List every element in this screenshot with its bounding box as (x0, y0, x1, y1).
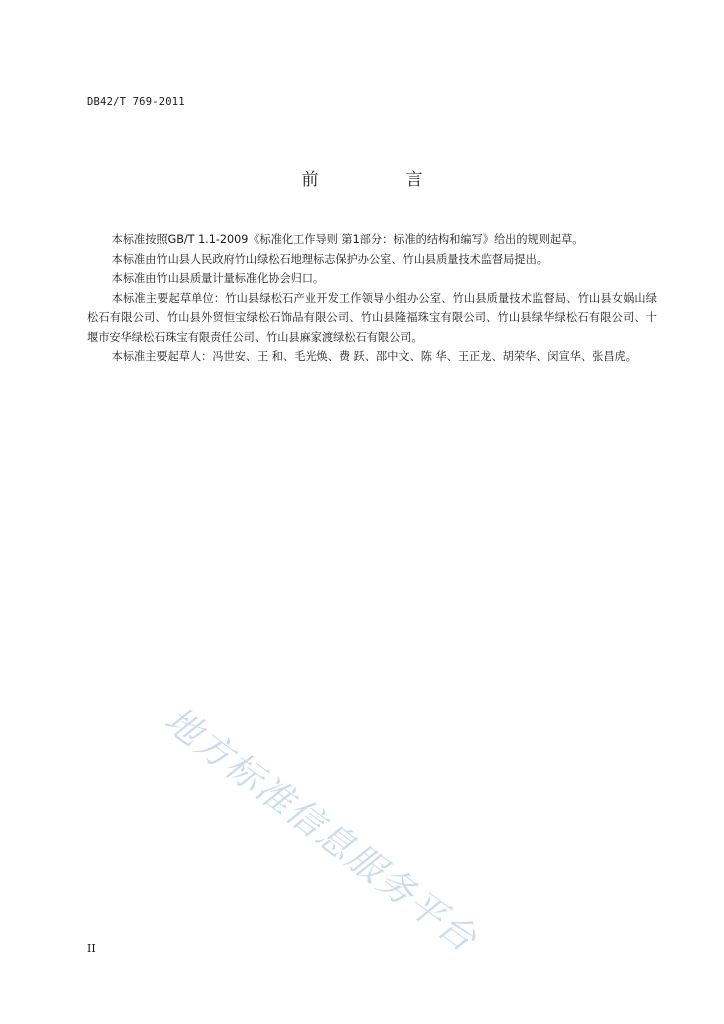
section-title: 前 言 (301, 170, 450, 190)
paragraph-drafting-rules: 本标准按照GB/T 1.1-2009《标准化工作导则 第1部分：标准的结构和编写》给出的规则起草。 (111, 233, 584, 246)
document-code: DB42/T 769-2011 (87, 96, 185, 108)
watermark-text: 地方标准信息服务平台 (156, 699, 485, 961)
paragraph-centralized-unit: 本标准由竹山县质量计量标准化协会归口。 (111, 272, 325, 285)
paragraph-drafting-units: 本标准主要起草单位：竹山县绿松石产业开发工作领导小组办公室、竹山县质量技术监督局、竹山县女娲山绿松石有限公司、竹山县外贸恒宝绿松石饰品有限公司、竹山县隆福珠宝有限公司、竹山县绿华绿松石有限公司、十堰市安华绿松石珠宝有限责任公司、竹山县麻家渡绿松石有限公司。 (87, 291, 657, 344)
paragraph-drafters: 本标准主要起草人：冯世安、王 和、毛光焕、费 跃、邵中文、陈 华、王正龙、胡荣华、闵宣华、张昌虎。 (111, 350, 637, 363)
paragraph-proposer: 本标准由竹山县人民政府竹山绿松石地理标志保护办公室、竹山县质量技术监督局提出。 (111, 252, 548, 266)
page-number: II (87, 942, 96, 955)
foreword-body (87, 230, 657, 367)
